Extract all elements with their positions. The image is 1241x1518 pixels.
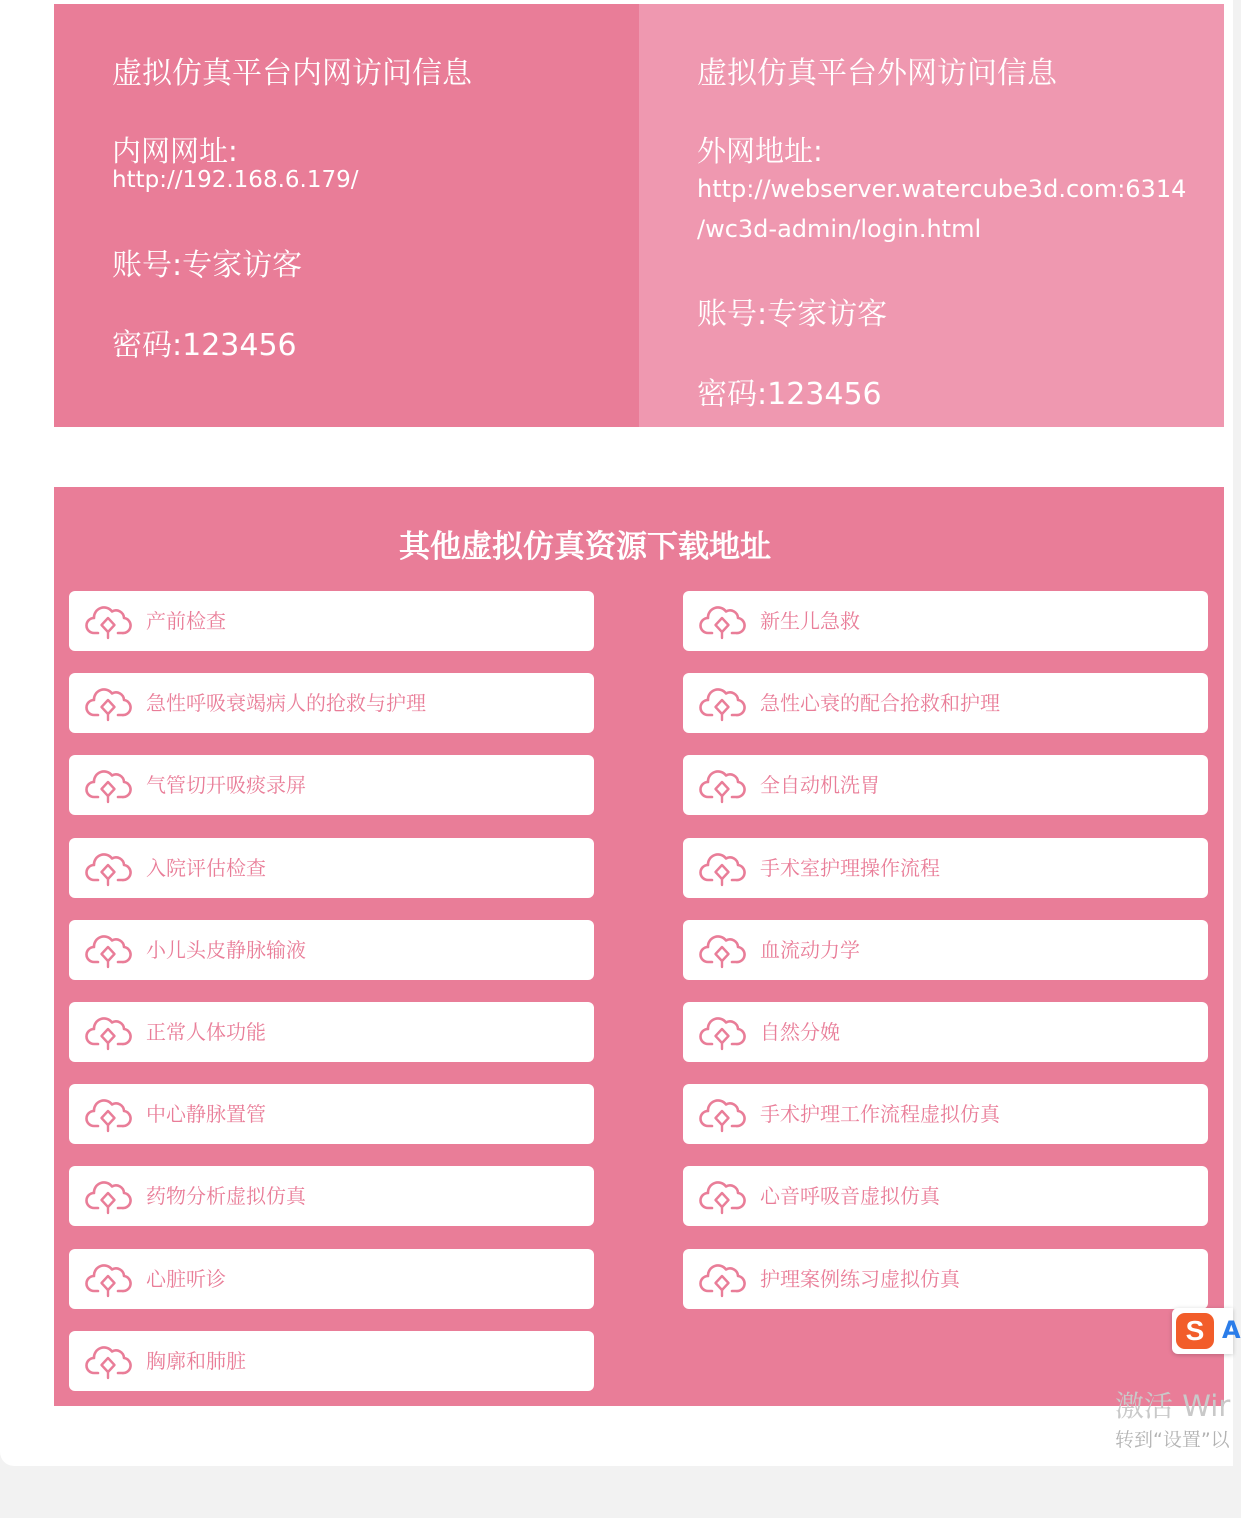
download-item-label: 气管切开吸痰录屏 xyxy=(146,773,306,797)
access-info-panel xyxy=(54,4,1224,427)
cloud-download-icon xyxy=(85,932,131,968)
download-item-label: 心脏听诊 xyxy=(146,1267,226,1291)
download-item[interactable] xyxy=(69,591,594,651)
download-item-label: 急性呼吸衰竭病人的抢救与护理 xyxy=(146,691,426,715)
cloud-download-icon xyxy=(85,1096,131,1132)
download-item[interactable] xyxy=(683,1002,1208,1062)
cloud-download-icon xyxy=(85,1343,131,1379)
extranet-info-card xyxy=(639,4,1224,427)
intranet-url-label: 内网网址: xyxy=(112,134,238,168)
activation-watermark-title: 激活 Wir xyxy=(1115,1389,1231,1423)
extranet-password: 密码:123456 xyxy=(697,377,882,412)
download-item[interactable] xyxy=(683,591,1208,651)
download-item-label: 血流动力学 xyxy=(760,938,860,962)
download-item[interactable] xyxy=(683,1166,1208,1226)
download-item-label: 入院评估检查 xyxy=(146,856,266,880)
intranet-account: 账号:专家访客 xyxy=(112,248,303,283)
cloud-download-icon xyxy=(699,767,745,803)
sogou-ime-icon: S xyxy=(1176,1313,1214,1349)
download-item[interactable] xyxy=(683,1084,1208,1144)
cloud-download-icon xyxy=(85,1178,131,1214)
cloud-download-icon xyxy=(699,1014,745,1050)
download-item-label: 小儿头皮静脉输液 xyxy=(146,938,306,962)
extranet-title: 虚拟仿真平台外网访问信息 xyxy=(697,56,1057,91)
extranet-url-line1[interactable]: http://webserver.watercube3d.com:6314 xyxy=(697,175,1187,203)
download-item-label: 新生儿急救 xyxy=(760,609,860,633)
cloud-download-icon xyxy=(85,767,131,803)
download-item-label: 胸廓和肺脏 xyxy=(146,1349,246,1373)
download-item-label: 自然分娩 xyxy=(760,1020,840,1044)
download-item[interactable] xyxy=(69,1002,594,1062)
downloads-title: 其他虚拟仿真资源下载地址 xyxy=(399,529,771,565)
download-item[interactable] xyxy=(69,1166,594,1226)
intranet-title: 虚拟仿真平台内网访问信息 xyxy=(112,56,472,91)
download-item-label: 手术护理工作流程虚拟仿真 xyxy=(760,1102,1000,1126)
download-item[interactable] xyxy=(683,920,1208,980)
download-item-label: 心音呼吸音虚拟仿真 xyxy=(760,1184,940,1208)
extranet-url-label: 外网地址: xyxy=(697,134,823,168)
download-item[interactable] xyxy=(69,838,594,898)
download-item-label: 护理案例练习虚拟仿真 xyxy=(760,1267,960,1291)
cloud-download-icon xyxy=(85,1261,131,1297)
extranet-url-line2[interactable]: /wc3d-admin/login.html xyxy=(697,215,982,243)
intranet-info-card xyxy=(54,4,639,427)
ime-toolbar[interactable] xyxy=(1172,1308,1241,1354)
cloud-download-icon xyxy=(699,932,745,968)
download-item[interactable] xyxy=(69,1084,594,1144)
cloud-download-icon xyxy=(699,850,745,886)
extranet-account: 账号:专家访客 xyxy=(697,297,888,332)
download-item-label: 全自动机洗胃 xyxy=(760,773,880,797)
download-item-label: 产前检查 xyxy=(146,609,226,633)
intranet-password: 密码:123456 xyxy=(112,328,297,363)
intranet-url[interactable]: http://192.168.6.179/ xyxy=(112,167,359,193)
cloud-download-icon xyxy=(699,1261,745,1297)
download-item[interactable] xyxy=(69,920,594,980)
download-item-label: 药物分析虚拟仿真 xyxy=(146,1184,306,1208)
cloud-download-icon xyxy=(85,850,131,886)
cloud-download-icon xyxy=(699,603,745,639)
cloud-download-icon xyxy=(85,603,131,639)
download-item[interactable] xyxy=(69,755,594,815)
activation-watermark-subtitle: 转到“设置”以 xyxy=(1115,1429,1230,1451)
download-item[interactable] xyxy=(683,838,1208,898)
download-item[interactable] xyxy=(69,673,594,733)
cloud-download-icon xyxy=(85,1014,131,1050)
download-item[interactable] xyxy=(683,1249,1208,1309)
download-item-label: 中心静脉置管 xyxy=(146,1102,266,1126)
cloud-download-icon xyxy=(699,685,745,721)
download-item[interactable] xyxy=(683,755,1208,815)
download-item-label: 手术室护理操作流程 xyxy=(760,856,940,880)
cloud-download-icon xyxy=(699,1178,745,1214)
download-item[interactable] xyxy=(69,1331,594,1391)
download-item-label: 急性心衰的配合抢救和护理 xyxy=(760,691,1000,715)
cloud-download-icon xyxy=(85,685,131,721)
download-item[interactable] xyxy=(69,1249,594,1309)
cloud-download-icon xyxy=(699,1096,745,1132)
ime-mode-indicator: A xyxy=(1222,1316,1241,1344)
download-item[interactable] xyxy=(683,673,1208,733)
download-item-label: 正常人体功能 xyxy=(146,1020,266,1044)
